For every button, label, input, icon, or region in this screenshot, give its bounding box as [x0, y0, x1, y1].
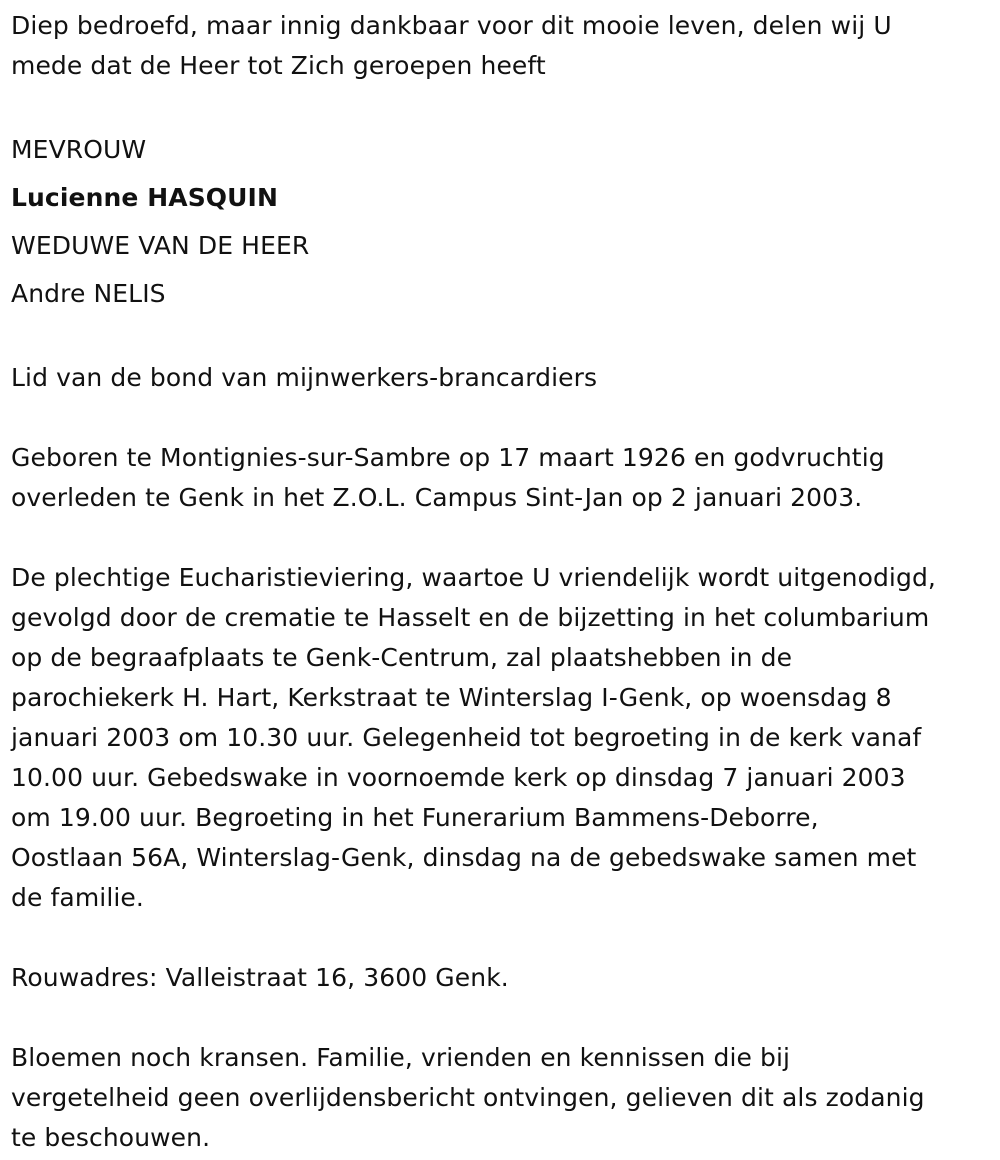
deceased-block: [11, 126, 1000, 318]
ceremony-line: parochiekerk H. Hart, Kerkstraat te Winterslag I-Genk, op woensdag 8: [11, 683, 892, 712]
deceased-name: Lucienne HASQUIN: [11, 183, 278, 212]
ceremony-line: de familie.: [11, 883, 144, 912]
intro-line: mede dat de Heer tot Zich geroepen heeft: [11, 51, 546, 80]
intro-paragraph: [11, 6, 1000, 86]
deceased-title: MEVROUW: [11, 135, 147, 164]
address-paragraph: [11, 958, 1000, 998]
birth-death-line: Geboren te Montignies-sur-Sambre op 17 maart 1926 en godvruchtig: [11, 443, 885, 472]
closing-line: Bloemen noch kransen. Familie, vrienden en kennissen die bij: [11, 1043, 791, 1072]
ceremony-line: om 19.00 uur. Begroeting in het Funerarium Bammens-Deborre,: [11, 803, 819, 832]
closing-line: vergetelheid geen overlijdensbericht ontvingen, gelieven dit als zodanig: [11, 1083, 925, 1112]
ceremony-line: 10.00 uur. Gebedswake in voornoemde kerk op dinsdag 7 januari 2003: [11, 763, 906, 792]
relation-text: WEDUWE VAN DE HEER: [11, 231, 310, 260]
ceremony-line: gevolgd door de crematie te Hasselt en de bijzetting in het columbarium: [11, 603, 930, 632]
membership-line: Lid van de bond van mijnwerkers-brancardiers: [11, 363, 598, 392]
intro-line: Diep bedroefd, maar innig dankbaar voor dit mooie leven, delen wij U: [11, 11, 892, 40]
ceremony-line: januari 2003 om 10.30 uur. Gelegenheid tot begroeting in de kerk vanaf: [11, 723, 922, 752]
address-line: Rouwadres: Valleistraat 16, 3600 Genk.: [11, 963, 509, 992]
birth-death-line: overleden te Genk in het Z.O.L. Campus Sint-Jan op 2 januari 2003.: [11, 483, 863, 512]
closing-line: te beschouwen.: [11, 1123, 211, 1152]
ceremony-paragraph: [11, 558, 1000, 918]
closing-paragraph: [11, 1038, 1000, 1158]
ceremony-line: op de begraafplaats te Genk-Centrum, zal plaatshebben in de: [11, 643, 793, 672]
ceremony-line: Oostlaan 56A, Winterslag-Genk, dinsdag na de gebedswake samen met: [11, 843, 917, 872]
membership-paragraph: [11, 358, 1000, 398]
birth-death-paragraph: [11, 438, 1000, 518]
ceremony-line: De plechtige Eucharistieviering, waartoe U vriendelijk wordt uitgenodigd,: [11, 563, 936, 592]
spouse-name: Andre NELIS: [11, 279, 166, 308]
